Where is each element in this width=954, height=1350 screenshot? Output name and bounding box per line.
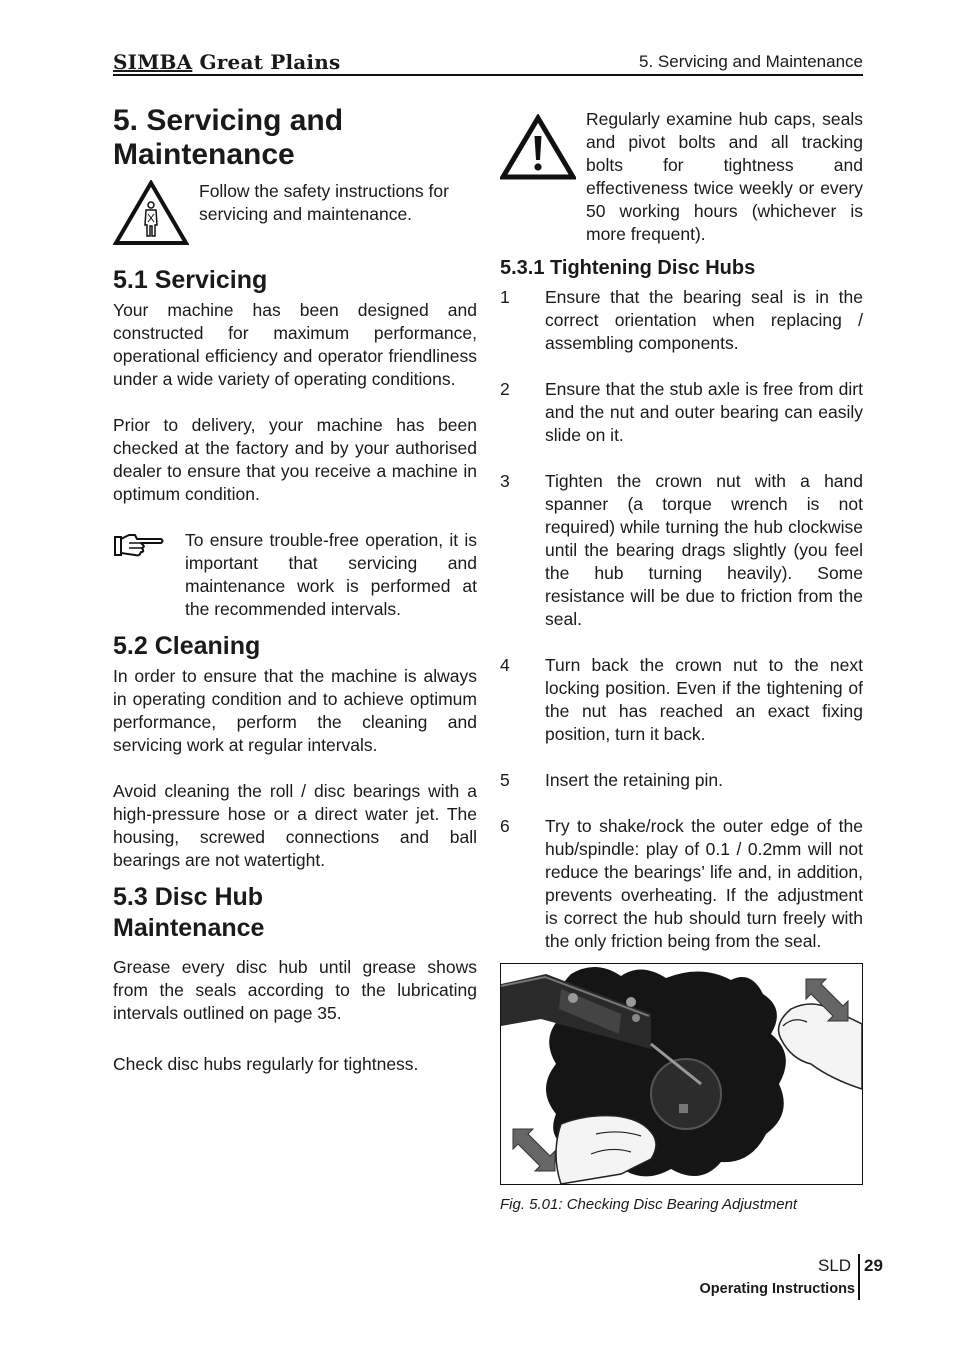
disc-bearing-photo bbox=[501, 964, 862, 1184]
heading-disc-hub-line2: Maintenance bbox=[113, 914, 265, 942]
warning-text: Regularly examine hub caps, seals and pivot bolts and all tracking bolts for tightness and effectiveness twice weekly or every 50 working hours (whichever is more frequent). bbox=[586, 109, 863, 244]
step-number: 6 bbox=[500, 816, 510, 836]
header-section-title: 5. Servicing and Maintenance bbox=[639, 52, 863, 71]
pointing-hand-icon bbox=[113, 529, 165, 564]
step-number: 3 bbox=[500, 471, 510, 491]
safety-person-warning-icon bbox=[113, 180, 189, 251]
hint-text: To ensure trouble-free operation, it is important that servicing and maintenance work is performed at the recommended intervals. bbox=[185, 530, 477, 619]
footer-code: SLD bbox=[818, 1256, 852, 1275]
footer-divider bbox=[858, 1254, 860, 1300]
step-text: Ensure that the stub axle is free from dirt and the nut and outer bearing can easily slide on it. bbox=[545, 379, 863, 445]
brand-great-plains: Great Plains bbox=[199, 50, 341, 74]
hint-row bbox=[113, 529, 477, 621]
step-number: 2 bbox=[500, 379, 510, 399]
step-item bbox=[500, 769, 863, 792]
step-item bbox=[500, 470, 863, 631]
heading-servicing: 5.1 Servicing bbox=[113, 266, 268, 294]
servicing-paragraph-2: Prior to delivery, your machine has been checked at the factory and by your authorised dealer to ensure that you receive a machine in optimum condition. bbox=[113, 415, 477, 504]
step-number: 5 bbox=[500, 770, 510, 790]
footer-label: Operating Instructions bbox=[699, 1281, 855, 1297]
page-title bbox=[113, 104, 477, 172]
heading-cleaning: 5.2 Cleaning bbox=[113, 632, 261, 660]
step-item bbox=[500, 378, 863, 447]
steps-list bbox=[500, 286, 863, 953]
step-text: Try to shake/rock the outer edge of the hub/spindle: play of 0.1 / 0.2mm will not reduce the bearings’ life and, in addition, prevents overheating. If the adjustment is correct the hub should turn freely with the only friction being from the seal. bbox=[545, 816, 863, 951]
brand-simba: SIMBA bbox=[113, 50, 193, 74]
step-item bbox=[500, 654, 863, 746]
heading-disc-hub-line1: 5.3 Disc Hub bbox=[113, 883, 264, 911]
left-column bbox=[113, 104, 477, 1076]
cleaning-paragraph-1: In order to ensure that the machine is always in operating condition and to achieve optimum performance, perform the cleaning and servicing work at regular intervals. bbox=[113, 666, 477, 755]
page-title-line2: Maintenance bbox=[113, 138, 295, 171]
step-item bbox=[500, 815, 863, 953]
servicing-paragraph-1: Your machine has been designed and constructed for maximum performance, operational efficiency and operator friendliness under a wide variety of operating conditions. bbox=[113, 300, 477, 389]
heading-tightening-disc-hubs: 5.3.1 Tightening Disc Hubs bbox=[500, 257, 756, 279]
safety-note-row bbox=[113, 180, 477, 251]
figure-caption: Fig. 5.01: Checking Disc Bearing Adjustment bbox=[500, 1196, 798, 1213]
brand-logo bbox=[113, 50, 340, 74]
exclamation-warning-icon bbox=[500, 108, 576, 185]
disc-hub-paragraph-2: Check disc hubs regularly for tightness. bbox=[113, 1054, 419, 1074]
step-text: Turn back the crown nut to the next locking position. Even if the tightening of the nut has reached an exact fixing position, turn it back. bbox=[545, 655, 863, 744]
disc-hub-paragraph-1: Grease every disc hub until grease shows from the seals according to the lubricating intervals outlined on page 35. bbox=[113, 957, 477, 1023]
step-text: Insert the retaining pin. bbox=[545, 770, 724, 790]
right-column bbox=[500, 108, 863, 1215]
step-number: 1 bbox=[500, 287, 510, 307]
warning-row bbox=[500, 108, 863, 246]
step-number: 4 bbox=[500, 655, 510, 675]
safety-note-text: Follow the safety instructions for servicing and maintenance. bbox=[199, 181, 449, 224]
header-divider bbox=[113, 74, 863, 76]
cleaning-paragraph-2: Avoid cleaning the roll / disc bearings with a high-pressure hose or a direct water jet. The housing, screwed connections and ball bearings are not watertight. bbox=[113, 781, 477, 870]
page-number: 29 bbox=[864, 1256, 883, 1275]
step-item bbox=[500, 286, 863, 355]
heading-disc-hub bbox=[113, 882, 477, 944]
disc-bearing-figure bbox=[500, 963, 863, 1185]
step-text: Tighten the crown nut with a hand spanner (a torque wrench is not required) while turning the hub clockwise until the bearing drags slightly (you feel the hub turning heavily). Some resistance will be due to friction from the seal. bbox=[545, 471, 863, 629]
step-text: Ensure that the bearing seal is in the correct orientation when replacing / assembling components. bbox=[545, 287, 863, 353]
page-title-line1: 5. Servicing and bbox=[113, 104, 344, 137]
